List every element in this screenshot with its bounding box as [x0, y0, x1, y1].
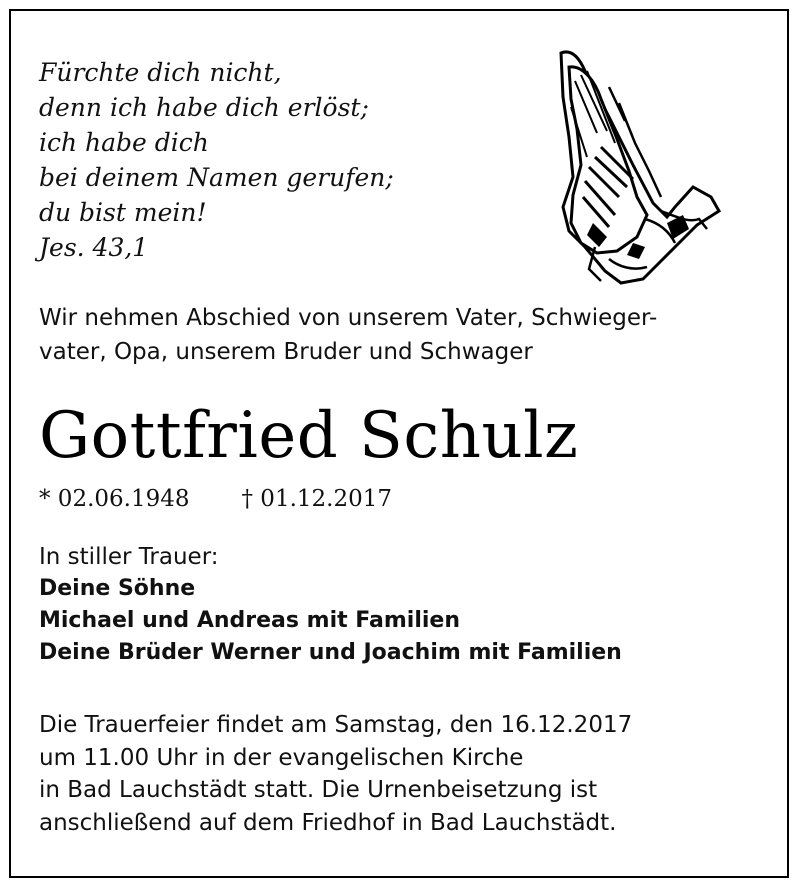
funeral-line: um 11.00 Uhr in der evangelischen Kirche — [39, 744, 524, 771]
mourners-heading: In stiller Trauer: — [39, 544, 219, 570]
funeral-info — [39, 709, 632, 839]
funeral-line: Die Trauerfeier findet am Samstag, den 16.12.2017 — [39, 712, 633, 738]
farewell-text — [39, 301, 779, 369]
bible-verse — [39, 55, 394, 265]
mourner-line: Deine Brüder Werner und Joachim mit Familien — [39, 640, 622, 665]
death-date: † 01.12.2017 — [241, 486, 392, 512]
life-dates — [39, 484, 392, 514]
farewell-line: vater, Opa, unserem Bruder und Schwager — [39, 339, 533, 365]
farewell-line: Wir nehmen Abschied von unserem Vater, Schwieger- — [39, 305, 658, 331]
mourner-line: Deine Söhne — [39, 576, 196, 601]
mourners-block — [39, 541, 622, 669]
verse-line: denn ich habe dich erlöst; — [39, 93, 369, 122]
deceased-name: Gottfried Schulz — [39, 399, 579, 473]
verse-line: du bist mein! — [39, 198, 207, 227]
notice-frame — [9, 9, 789, 878]
verse-reference: Jes. 43,1 — [39, 233, 149, 262]
funeral-line: anschließend auf dem Friedhof in Bad Lauchstädt. — [39, 809, 617, 836]
mourner-line: Michael und Andreas mit Familien — [39, 608, 460, 633]
verse-line: Fürchte dich nicht, — [39, 58, 282, 87]
funeral-line: in Bad Lauchstädt statt. Die Urnenbeisetzung ist — [39, 777, 598, 803]
verse-line: bei deinem Namen gerufen; — [39, 163, 394, 192]
birth-date: * 02.06.1948 — [39, 486, 190, 512]
praying-hands-icon — [549, 47, 725, 287]
verse-line: ich habe dich — [39, 128, 209, 157]
